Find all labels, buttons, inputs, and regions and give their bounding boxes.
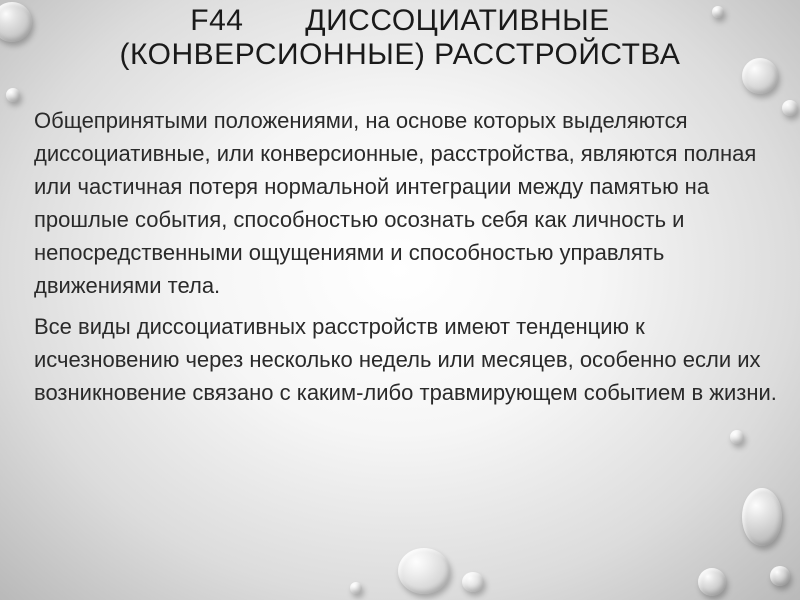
water-drop-decoration: [730, 430, 744, 444]
water-drop-decoration: [462, 572, 484, 592]
slide-title-line-2: (КОНВЕРСИОННЫЕ) РАССТРОЙСТВА: [119, 38, 681, 71]
water-drop-decoration: [350, 582, 362, 594]
water-drop-decoration: [0, 2, 32, 42]
body-paragraph-2: Все виды диссоциативных расстройств имеют тенденцию к исчезновению через несколько недель или месяцев, особенно если их возникновение связано с каким-либо травмирующем событием в жизни.: [34, 314, 777, 405]
body-paragraph-1: Общепринятыми положениями, на основе которых выделяются диссоциативные, или конверсионные, расстройства, являются полная или частичная потеря нормальной интеграции между памятью на прошлые события, способностью осознать себя как личность и непосредственными ощущениями и способностью управлять движениями тела.: [34, 108, 757, 298]
water-drop-decoration: [698, 568, 726, 596]
water-drop-decoration: [6, 88, 20, 102]
slide-body: [34, 104, 794, 417]
water-drop-decoration: [770, 566, 790, 586]
water-drop-decoration: [398, 548, 450, 594]
water-drop-decoration: [742, 488, 782, 546]
slide-title: [40, 4, 760, 72]
slide-title-line-1: F44 ДИССОЦИАТИВНЫЕ: [190, 4, 610, 37]
